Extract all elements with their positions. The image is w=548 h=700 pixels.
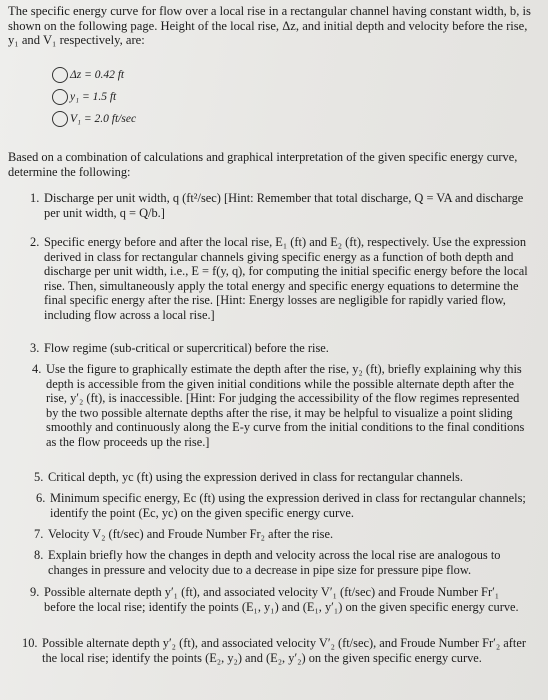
circle-mark-icon: [52, 111, 68, 127]
question-item: [32, 362, 532, 450]
given-values: [52, 64, 136, 130]
circle-mark-icon: [52, 89, 68, 105]
question-number: 3.: [30, 341, 40, 355]
question-number: 10.: [22, 636, 38, 650]
question-item: [34, 527, 534, 542]
question-item: [34, 548, 534, 577]
question-item: [22, 636, 542, 665]
question-text: Velocity V₂ (ft/sec) and Froude Number Fr₂ after the rise.: [48, 527, 334, 541]
question-text: Possible alternate depth y′₂ (ft), and associated velocity V′₂ (ft/sec), and Froude Number Fr′₂ after the local rise; identify the points (E₂, y₂) and (E₂, y′₂) on the given specific energy curve.: [42, 636, 526, 665]
given-y1: [52, 86, 136, 108]
question-item: [30, 585, 530, 614]
question-item: [36, 491, 536, 520]
question-number: 4.: [32, 362, 42, 376]
given-delta-z: [52, 64, 136, 86]
given-v1: [52, 108, 136, 130]
question-text: Minimum specific energy, Ec (ft) using the expression derived in class for rectangular channels; identify the point (Ec, yc) on the given specific energy curve.: [50, 491, 526, 520]
question-item: [30, 341, 530, 356]
question-text: Explain briefly how the changes in depth and velocity across the local rise are analogous to changes in pressure and velocity due to a decrease in pipe size for pressure pipe flow.: [48, 548, 501, 577]
circle-mark-icon: [52, 67, 68, 83]
given-y1-text: y₁ = 1.5 ft: [70, 91, 117, 103]
question-item: [30, 235, 530, 323]
question-item: [34, 470, 534, 485]
given-v1-text: V₁ = 2.0 ft/sec: [70, 113, 137, 125]
question-number: 8.: [34, 548, 44, 562]
question-text: Possible alternate depth y′₁ (ft), and associated velocity V′₁ (ft/sec) and Froude Number Fr′₁ before the local rise; identify the points (E₁, y₁) and (E₁, y′₁) on the given specific energy curve.: [44, 585, 519, 614]
problem-statement: The specific energy curve for flow over a local rise in a rectangular channel having constant width, b, is shown on the following page. Height of the local rise, Δz, and initial depth and velocity before the rise, y₁ and V₁ respectively, are:: [8, 4, 531, 47]
question-number: 7.: [34, 527, 44, 541]
question-number: 5.: [34, 470, 44, 484]
question-item: [30, 191, 530, 220]
question-number: 1.: [30, 191, 40, 205]
question-number: 2.: [30, 235, 40, 249]
question-text: Specific energy before and after the local rise, E₁ (ft) and E₂ (ft), respectively. Use the expression derived in class for rectangular channels giving specific energy as a function of both depth and discharge per unit width, i.e., E = f(y, q), for computing the initial specific energy before the local rise. Then, simultaneously apply the total energy and specific energy equations to determine the final specific energy after the rise. [Hint: Energy losses are negligible for rapidly varied flow, including flow across a local rise.]: [44, 235, 528, 322]
instructions: Based on a combination of calculations and graphical interpretation of the given specific energy curve, determine the following:: [8, 150, 518, 179]
question-text: Critical depth, yc (ft) using the expression derived in class for rectangular channels.: [48, 470, 463, 484]
question-text: Use the figure to graphically estimate the depth after the rise, y₂ (ft), briefly explaining why this depth is accessible from the given initial conditions while the possible alternate depth after the rise, y′₂ (ft), is inaccessible. [Hint: For judging the accessibility of the flow regimes represented by the two possible alternate depths after the rise, it may be helpful to visualize a point sliding smoothly and continuously along the E-y curve from the initial conditions to the final conditions as the flow proceeds up the rise.]: [46, 362, 525, 449]
question-text: Flow regime (sub-critical or supercritical) before the rise.: [44, 341, 329, 355]
given-delta-z-text: Δz = 0.42 ft: [70, 69, 125, 81]
question-number: 6.: [36, 491, 46, 505]
question-number: 9.: [30, 585, 40, 599]
question-text: Discharge per unit width, q (ft²/sec) [Hint: Remember that total discharge, Q = VA and discharge per unit width, q = Q/b.]: [44, 191, 524, 220]
